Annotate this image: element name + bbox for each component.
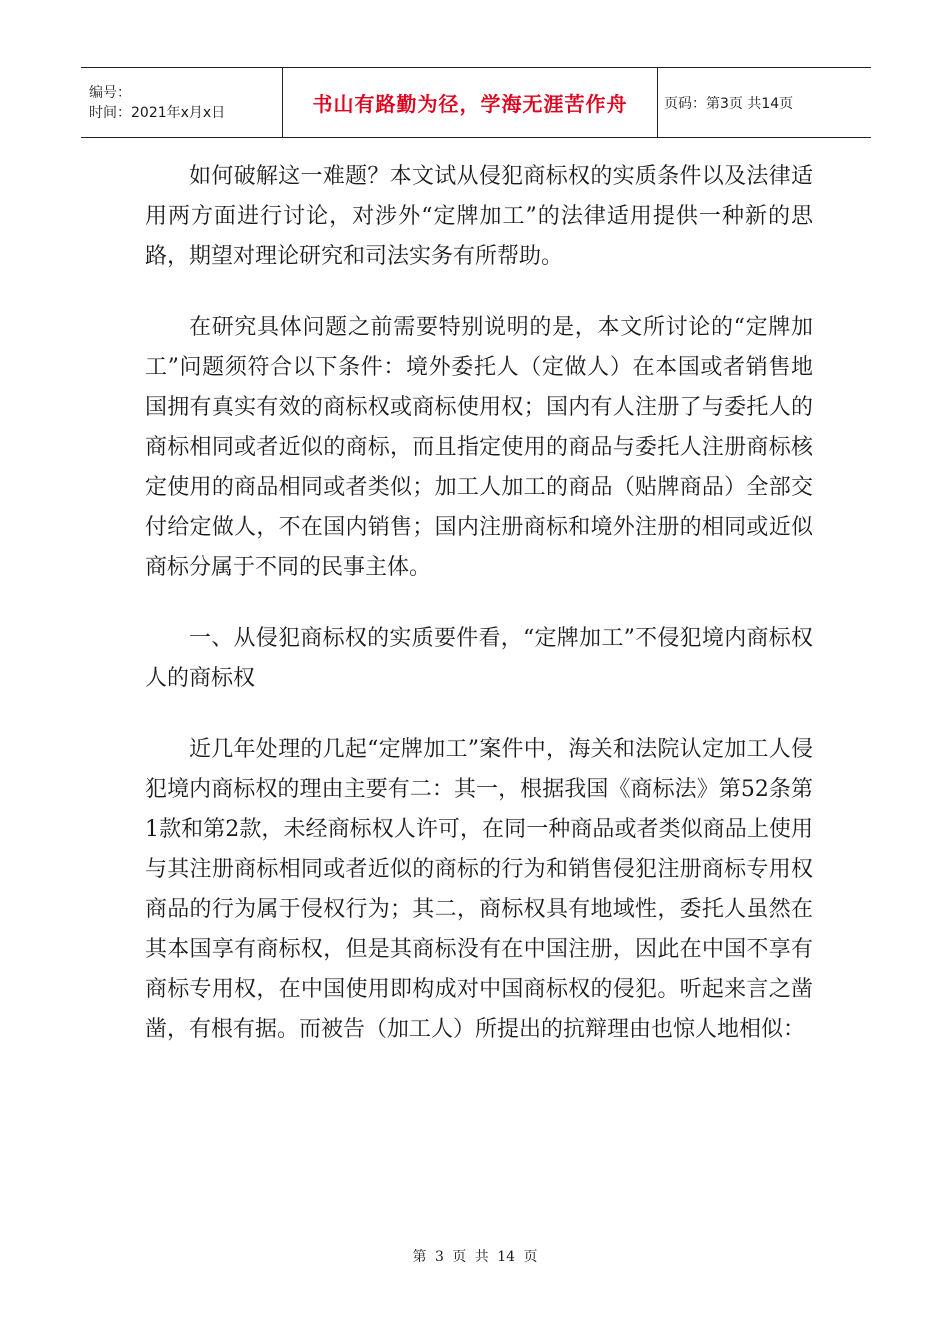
document-header	[81, 67, 871, 138]
header-meta	[81, 68, 283, 137]
header-number: 编号：	[89, 84, 131, 101]
header-page-info: 页码：第3页 共14页	[664, 95, 794, 112]
document-body	[145, 157, 813, 1081]
header-motto-cell	[283, 68, 658, 137]
paragraph-2: 在研究具体问题之前需要特别说明的是，本文所讨论的“定牌加工”问题须符合以下条件：境外委托人（定做人）在本国或者销售地国拥有真实有效的商标权或商标使用权；国内有人注册了与委托人的商标相同或者近似的商标，而且指定使用的商品与委托人注册商标核定使用的商品相同或者类似；加工人加工的商品（贴牌商品）全部交付给定做人，不在国内销售；国内注册商标和境外注册的相同或近似商标分属于不同的民事主体。	[145, 315, 813, 580]
page-footer: 第 3 页 共 14 页	[412, 1249, 538, 1265]
header-time: 时间：2021年x月x日	[89, 104, 226, 121]
paragraph-3: 近几年处理的几起“定牌加工”案件中，海关和法院认定加工人侵犯境内商标权的理由主要有二：其一，根据我国《商标法》第52条第1款和第2款，未经商标权人许可，在同一种商品或者类似商品上使用与其注册商标相同或者近似的商标的行为和销售侵犯注册商标专用权商品的行为属于侵权行为；其二，商标权具有地域性，委托人虽然在其本国享有商标权，但是其商标没有在中国注册，因此在中国不享有商标专用权，在中国使用即构成对中国商标权的侵犯。听起来言之凿凿，有根有据。而被告（加工人）所提出的抗辩理由也惊人地相似：	[145, 737, 813, 1042]
header-page-cell	[658, 68, 871, 137]
section-heading: 一、从侵犯商标权的实质要件看，“定牌加工”不侵犯境内商标权人的商标权	[145, 626, 813, 691]
paragraph-1: 如何破解这一难题？本文试从侵犯商标权的实质条件以及法律适用两方面进行讨论，对涉外“定牌加工”的法律适用提供一种新的思路，期望对理论研究和司法实务有所帮助。	[145, 164, 813, 269]
header-motto: 书山有路勤为径，学海无涯苦作舟	[312, 92, 628, 116]
